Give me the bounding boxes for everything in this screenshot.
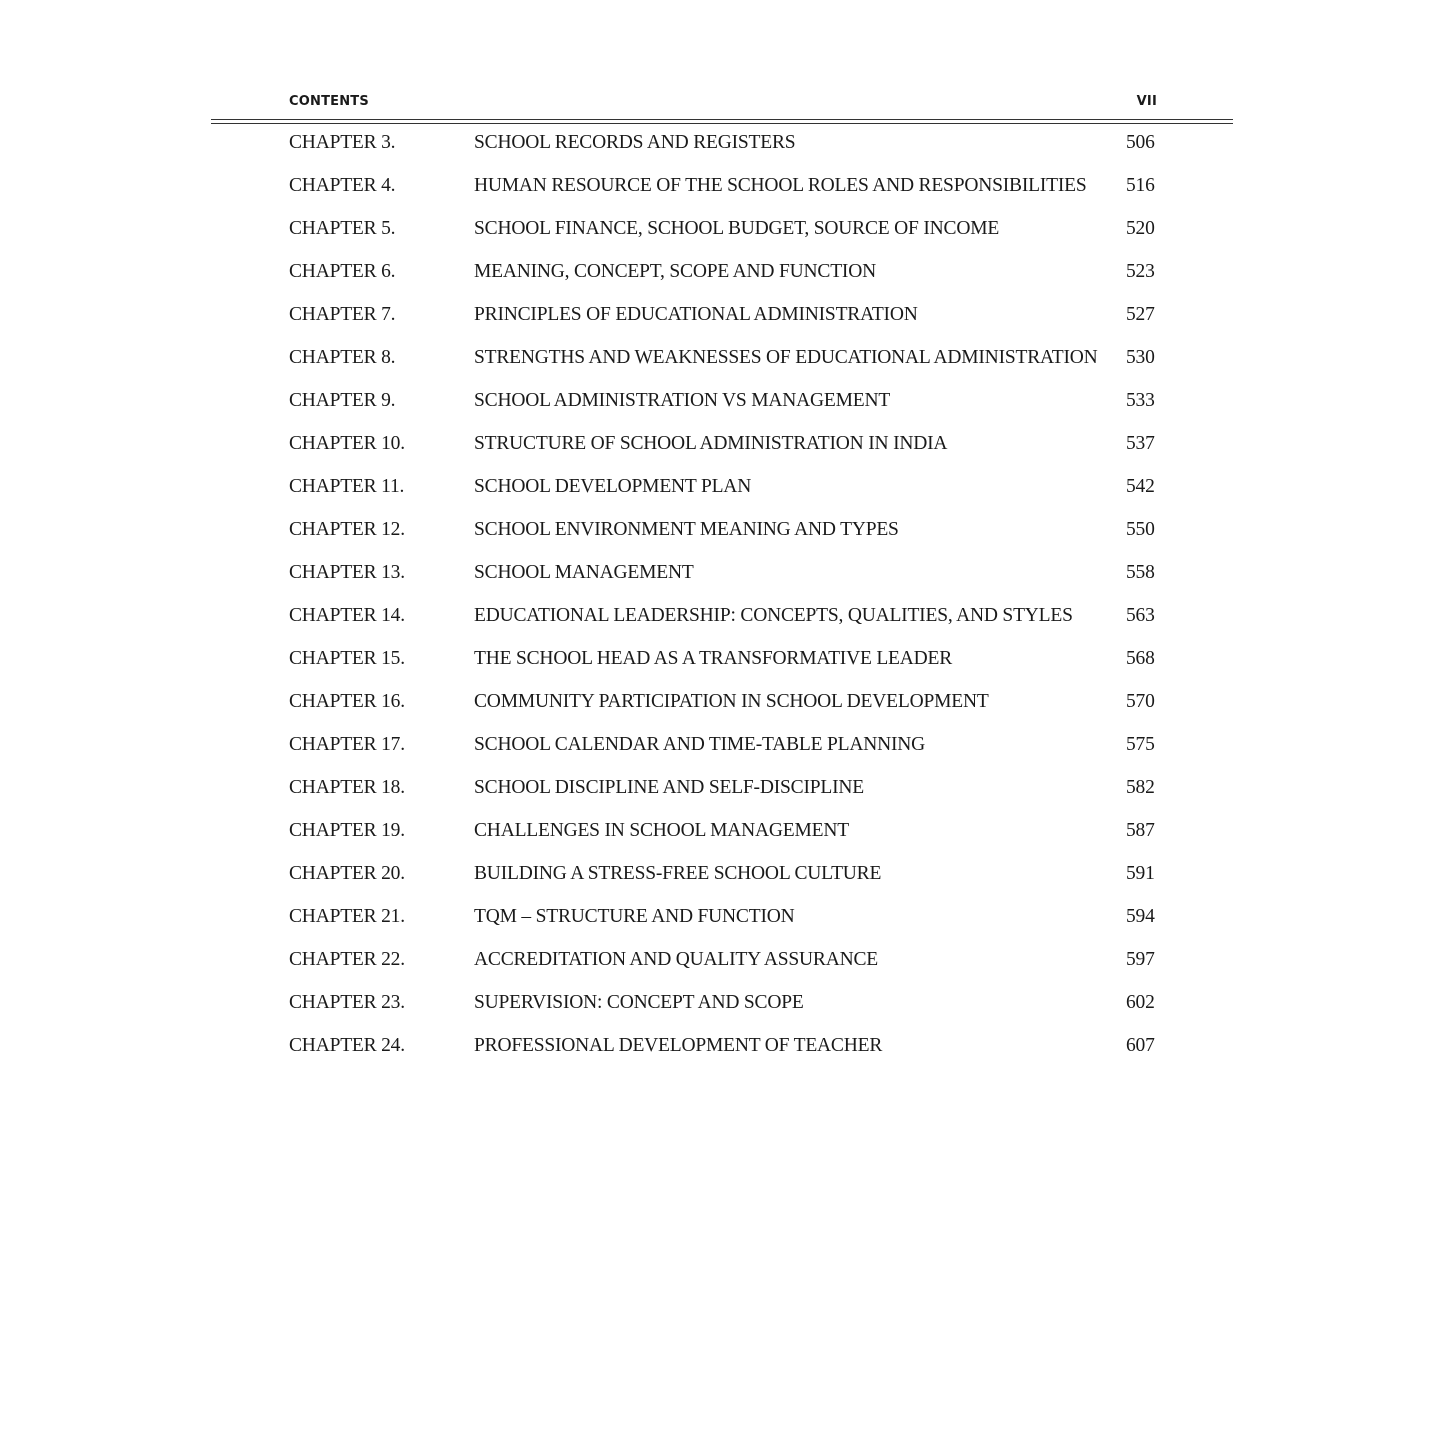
toc-chapter-number: CHAPTER 17. (289, 734, 405, 755)
toc-chapter-number: CHAPTER 12. (289, 519, 405, 540)
toc-chapter-title: HUMAN RESOURCE OF THE SCHOOL ROLES AND RESPONSIBILITIES (474, 175, 1087, 196)
toc-chapter-title: SCHOOL CALENDAR AND TIME-TABLE PLANNING (474, 734, 926, 755)
toc-entry[interactable] (289, 429, 1189, 472)
toc-chapter-number: CHAPTER 22. (289, 949, 405, 970)
toc-chapter-title: BUILDING A STRESS-FREE SCHOOL CULTURE (474, 863, 882, 884)
toc-page-number: 607 (1126, 1035, 1155, 1056)
toc-entry[interactable] (289, 558, 1189, 601)
toc-chapter-number: CHAPTER 7. (289, 304, 396, 325)
toc-chapter-title: SCHOOL ADMINISTRATION VS MANAGEMENT (474, 390, 891, 411)
toc-entry[interactable] (289, 515, 1189, 558)
toc-page-number: 558 (1126, 562, 1155, 583)
toc-page-number: 516 (1126, 175, 1155, 196)
toc-chapter-number: CHAPTER 16. (289, 691, 405, 712)
table-of-contents (289, 128, 1189, 1074)
toc-chapter-title: SCHOOL FINANCE, SCHOOL BUDGET, SOURCE OF INCOME (474, 218, 1000, 239)
toc-chapter-title: SCHOOL MANAGEMENT (474, 562, 694, 583)
running-header (289, 94, 1157, 114)
toc-chapter-number: CHAPTER 14. (289, 605, 405, 626)
toc-chapter-title: PRINCIPLES OF EDUCATIONAL ADMINISTRATION (474, 304, 918, 325)
toc-page-number: 597 (1126, 949, 1155, 970)
toc-chapter-number: CHAPTER 4. (289, 175, 396, 196)
toc-chapter-number: CHAPTER 18. (289, 777, 405, 798)
toc-chapter-title: CHALLENGES IN SCHOOL MANAGEMENT (474, 820, 849, 841)
page-number: VII (1136, 94, 1157, 109)
toc-chapter-number: CHAPTER 9. (289, 390, 396, 411)
toc-entry[interactable] (289, 988, 1189, 1031)
toc-chapter-title: MEANING, CONCEPT, SCOPE AND FUNCTION (474, 261, 876, 282)
toc-chapter-title: COMMUNITY PARTICIPATION IN SCHOOL DEVELOPMENT (474, 691, 989, 712)
toc-page-number: 575 (1126, 734, 1155, 755)
toc-entry[interactable] (289, 171, 1189, 214)
toc-chapter-title: TQM – STRUCTURE AND FUNCTION (474, 906, 795, 927)
toc-entry[interactable] (289, 257, 1189, 300)
toc-page-number: 550 (1126, 519, 1155, 540)
toc-entry[interactable] (289, 816, 1189, 859)
toc-chapter-number: CHAPTER 10. (289, 433, 405, 454)
toc-page-number: 591 (1126, 863, 1155, 884)
toc-chapter-number: CHAPTER 13. (289, 562, 405, 583)
toc-page-number: 530 (1126, 347, 1155, 368)
toc-entry[interactable] (289, 472, 1189, 515)
toc-entry[interactable] (289, 601, 1189, 644)
toc-entry[interactable] (289, 859, 1189, 902)
toc-chapter-title: THE SCHOOL HEAD AS A TRANSFORMATIVE LEADER (474, 648, 953, 669)
toc-page-number: 542 (1126, 476, 1155, 497)
toc-entry[interactable] (289, 773, 1189, 816)
toc-page-number: 523 (1126, 261, 1155, 282)
toc-chapter-number: CHAPTER 3. (289, 132, 396, 153)
toc-page-number: 594 (1126, 906, 1155, 927)
toc-chapter-number: CHAPTER 23. (289, 992, 405, 1013)
header-rule-top (211, 119, 1233, 120)
header-rule-bottom (211, 123, 1233, 124)
toc-page-number: 602 (1126, 992, 1155, 1013)
toc-chapter-number: CHAPTER 15. (289, 648, 405, 669)
toc-entry[interactable] (289, 945, 1189, 988)
toc-page-number: 563 (1126, 605, 1155, 626)
toc-chapter-title: SCHOOL RECORDS AND REGISTERS (474, 132, 796, 153)
toc-page-number: 527 (1126, 304, 1155, 325)
toc-chapter-number: CHAPTER 11. (289, 476, 405, 497)
toc-chapter-number: CHAPTER 24. (289, 1035, 405, 1056)
toc-page-number: 537 (1126, 433, 1155, 454)
toc-chapter-number: CHAPTER 19. (289, 820, 405, 841)
toc-entry[interactable] (289, 343, 1189, 386)
toc-chapter-title: EDUCATIONAL LEADERSHIP: CONCEPTS, QUALITIES, AND STYLES (474, 605, 1073, 626)
toc-chapter-title: SCHOOL DEVELOPMENT PLAN (474, 476, 752, 497)
toc-entry[interactable] (289, 687, 1189, 730)
toc-page-number: 506 (1126, 132, 1155, 153)
toc-page-number: 582 (1126, 777, 1155, 798)
toc-chapter-title: SCHOOL ENVIRONMENT MEANING AND TYPES (474, 519, 899, 540)
toc-entry[interactable] (289, 214, 1189, 257)
toc-page-number: 587 (1126, 820, 1155, 841)
toc-entry[interactable] (289, 386, 1189, 429)
toc-entry[interactable] (289, 644, 1189, 687)
toc-chapter-title: PROFESSIONAL DEVELOPMENT OF TEACHER (474, 1035, 883, 1056)
toc-chapter-number: CHAPTER 6. (289, 261, 396, 282)
toc-chapter-number: CHAPTER 21. (289, 906, 405, 927)
toc-chapter-number: CHAPTER 5. (289, 218, 396, 239)
toc-entry[interactable] (289, 300, 1189, 343)
section-title: CONTENTS (289, 94, 369, 109)
toc-chapter-title: ACCREDITATION AND QUALITY ASSURANCE (474, 949, 879, 970)
toc-entry[interactable] (289, 128, 1189, 171)
toc-chapter-number: CHAPTER 8. (289, 347, 396, 368)
toc-chapter-title: SUPERVISION: CONCEPT AND SCOPE (474, 992, 804, 1013)
toc-page-number: 520 (1126, 218, 1155, 239)
toc-chapter-number: CHAPTER 20. (289, 863, 405, 884)
toc-page-number: 570 (1126, 691, 1155, 712)
toc-page-number: 568 (1126, 648, 1155, 669)
toc-chapter-title: STRUCTURE OF SCHOOL ADMINISTRATION IN INDIA (474, 433, 948, 454)
toc-chapter-title: SCHOOL DISCIPLINE AND SELF-DISCIPLINE (474, 777, 865, 798)
toc-entry[interactable] (289, 902, 1189, 945)
toc-page-number: 533 (1126, 390, 1155, 411)
toc-chapter-title: STRENGTHS AND WEAKNESSES OF EDUCATIONAL ADMINISTRATION (474, 347, 1098, 368)
toc-entry[interactable] (289, 1031, 1189, 1074)
toc-entry[interactable] (289, 730, 1189, 773)
